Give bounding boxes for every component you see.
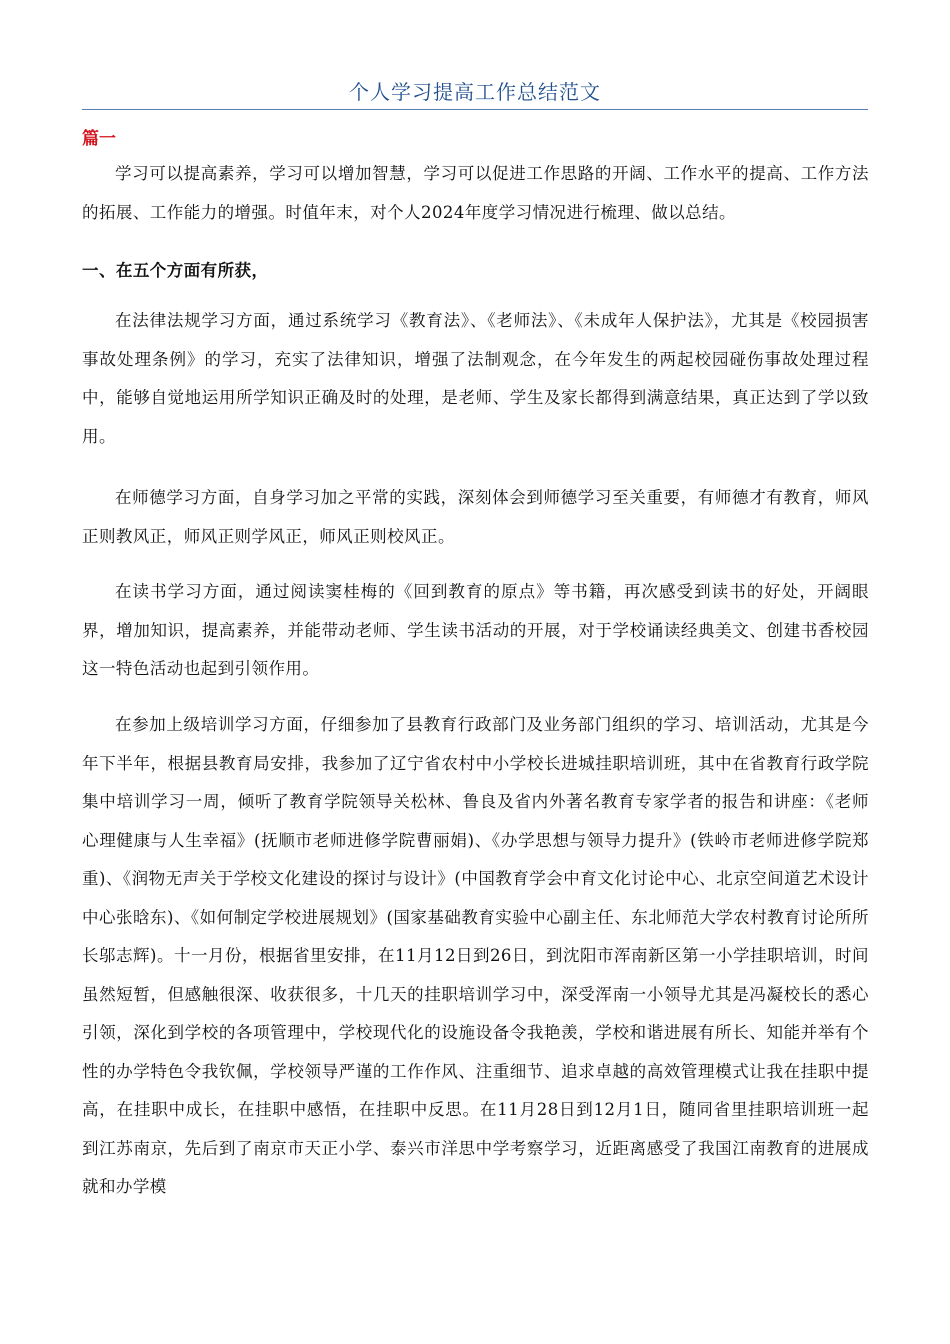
paragraph-training-study: 在参加上级培训学习方面，仔细参加了县教育行政部门及业务部门组织的学习、培训活动，尤其是今年下半年，根据县教育局安排，我参加了辽宁省农村中小学校长进城挂职培训班，其中在省教育行政学院集中培训学习一周，倾听了教育学院领导关松林、鲁良及省内外著名教育专家学者的报告和讲座：《老师心理健康与人生幸福》(抚顺市老师进修学院曹丽娟)、《办学思想与领导力提升》(铁岭市老师进修学院郑重)、《润物无声关于学校文化建设的探讨与设计》(中国教育学会中育文化讨论中心、北京空间道艺术设计中心张晗东)、《如何制定学校进展规划》(国家基础教育实验中心副主任、东北师范大学农村教育讨论所所长邬志辉)。十一月份，根据省里安排，在11月12日到26日，到沈阳市浑南新区第一小学挂职培训，时间虽然短暂，但感触很深、收获很多，十几天的挂职培训学习中，深受浑南一小领导尤其是冯凝校长的悉心引领，深化到学校的各项管理中，学校现代化的设施设备令我艳羡，学校和谐进展有所长、知能并举有个性的办学特色令我钦佩，学校领导严谨的工作作风、注重细节、追求卓越的高效管理模式让我在挂职中提高，在挂职中成长，在挂职中感悟，在挂职中反思。在11月28日到12月1日，随同省里挂职培训班一起到江苏南京，先后到了南京市天正小学、泰兴市洋思中学考察学习，近距离感受了我国江南教育的进展成就和办学模 xyxy=(82,715,869,1196)
intro-paragraph: 学习可以提高素养，学习可以增加智慧，学习可以促进工作思路的开阔、工作水平的提高、工作方法的拓展、工作能力的增强。时值年末，对个人2024年度学习情况进行梳理、做以总结。 xyxy=(82,164,869,222)
paragraph-reading-study: 在读书学习方面，通过阅读窦桂梅的《回到教育的原点》等书籍，再次感受到读书的好处，开阔眼界，增加知识，提高素养，并能带动老师、学生读书活动的开展，对于学校诵读经典美文、创建书香校园这一特色活动也起到引领作用。 xyxy=(82,582,869,678)
title-divider xyxy=(82,109,868,110)
section-heading: 一、在五个方面有所获， xyxy=(82,261,269,280)
document-title: 个人学习提高工作总结范文 xyxy=(349,80,601,104)
paragraph-law-study: 在法律法规学习方面，通过系统学习《教育法》、《老师法》、《未成年人保护法》，尤其是《校园损害事故处理条例》的学习，充实了法律知识，增强了法制观念，在今年发生的两起校园碰伤事故处理过程中，能够自觉地运用所学知识正确及时的处理，是老师、学生及家长都得到满意结果，真正达到了学以致用。 xyxy=(82,311,869,446)
section-label: 篇一 xyxy=(82,129,116,149)
paragraph-ethics-study: 在师德学习方面，自身学习加之平常的实践，深刻体会到师德学习至关重要，有师德才有教育，师风正则教风正，师风正则学风正，师风正则校风正。 xyxy=(82,488,869,546)
